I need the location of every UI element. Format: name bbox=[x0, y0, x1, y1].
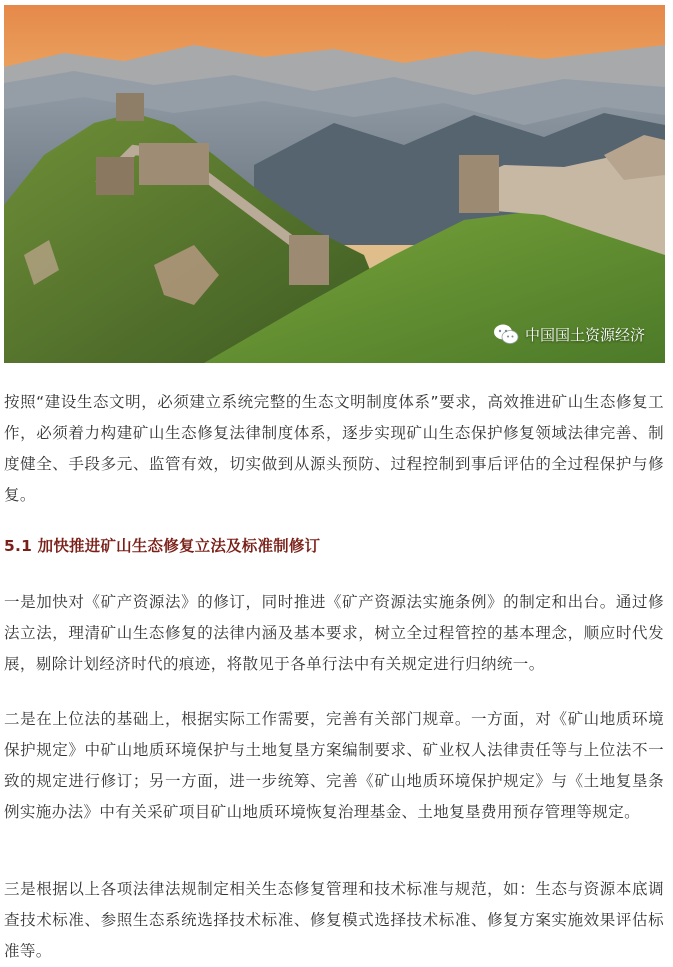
section-heading: 5.1 加快推进矿山生态修复立法及标准制修订 bbox=[4, 537, 321, 555]
paragraph-2: 二是在上位法的基础上，根据实际工作需要，完善有关部门规章。一方面，对《矿山地质环境保护规定》中矿山地质环境保护与土地复垦方案编制要求、矿业权人法律责任等与上位法不一致的规定进行修订；另一方面，进一步统筹、完善《矿山地质环境保护规定》与《土地复垦条例实施办法》中有关采矿项目矿山地质环境恢复治理基金、土地复垦费用预存管理等规定。 bbox=[4, 710, 664, 821]
intro-paragraph: 按照“建设生态文明，必须建立系统完整的生态文明制度体系”要求，高效推进矿山生态修复工作，必须着力构建矿山生态修复法律制度体系，逐步实现矿山生态保护修复领域法律完善、制度健全、手段多元、监管有效，切实做到从源头预防、过程控制到事后评估的全过程保护与修复。 bbox=[4, 393, 664, 504]
watermark-text: 中国国土资源经济 bbox=[524, 325, 645, 344]
watermark bbox=[493, 323, 645, 345]
great-wall-photo bbox=[4, 5, 665, 363]
wechat-icon bbox=[493, 323, 519, 345]
paragraph-3: 三是根据以上各项法律法规制定相关生态修复管理和技术标准与规范，如：生态与资源本底调查技术标准、参照生态系统选择技术标准、修复模式选择技术标准、修复方案实施效果评估标准等。 bbox=[4, 880, 664, 960]
great-wall-illustration bbox=[4, 5, 665, 363]
paragraph-1: 一是加快对《矿产资源法》的修订，同时推进《矿产资源法实施条例》的制定和出台。通过修法立法，理清矿山生态修复的法律内涵及基本要求，树立全过程管控的基本理念，顺应时代发展，剔除计划经济时代的痕迹，将散见于各单行法中有关规定进行归纳统一。 bbox=[4, 593, 664, 673]
